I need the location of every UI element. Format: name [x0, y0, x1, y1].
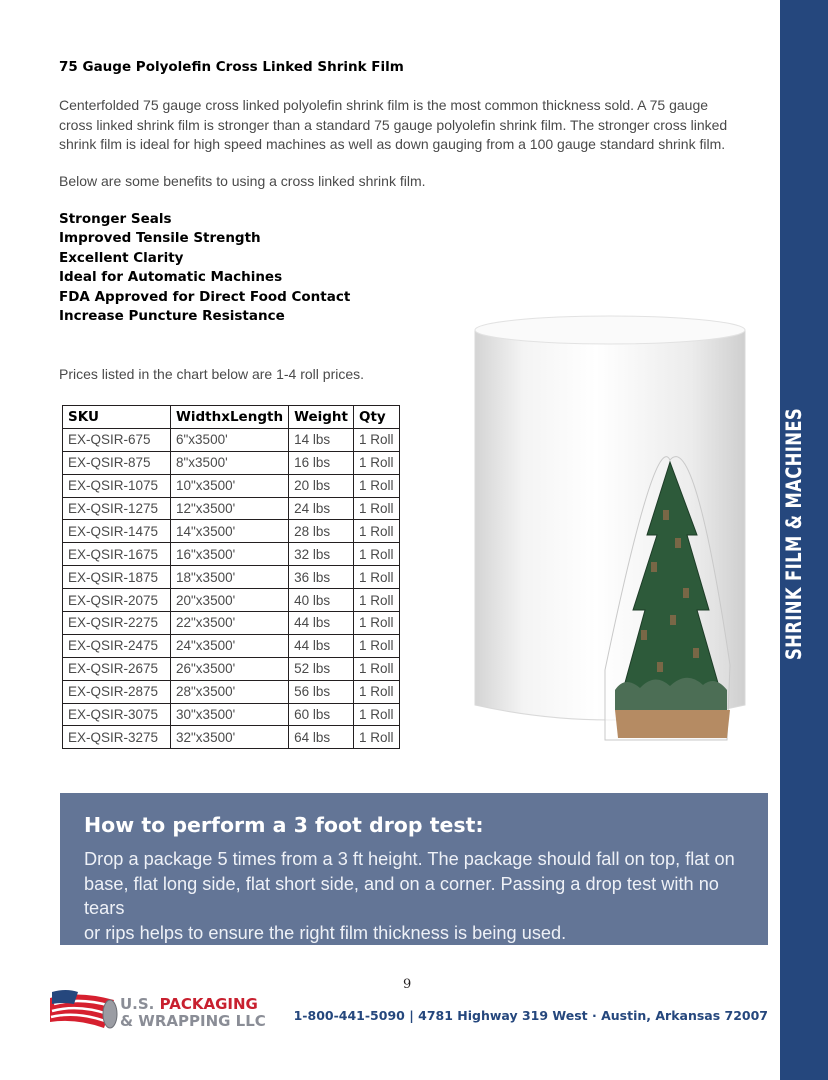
cell-weight: 44 lbs	[289, 612, 354, 635]
cell-qty: 1 Roll	[353, 451, 399, 474]
cell-weight: 40 lbs	[289, 589, 354, 612]
cell-sku: EX-QSIR-1475	[63, 520, 171, 543]
cell-weight: 44 lbs	[289, 634, 354, 657]
sku-table-body	[63, 428, 400, 748]
cell-width-length: 6"x3500'	[171, 428, 289, 451]
header-width-length: WidthxLength	[171, 406, 289, 429]
cell-width-length: 16"x3500'	[171, 543, 289, 566]
header-sku: SKU	[63, 406, 171, 429]
logo-wordmark-line1: U.S. PACKAGING	[120, 995, 258, 1013]
intro-line: cross linked shrink film is stronger than a standard 75 gauge polyolefin shrink film. The stronger cross linked	[59, 116, 728, 133]
logo-wordmark-line2: & WRAPPING LLC	[120, 1012, 266, 1030]
drop-test-title: How to perform a 3 foot drop test:	[84, 813, 484, 837]
table-row	[63, 566, 400, 589]
cell-width-length: 20"x3500'	[171, 589, 289, 612]
cell-weight: 64 lbs	[289, 726, 354, 749]
drop-test-text	[84, 847, 744, 945]
cell-qty: 1 Roll	[353, 634, 399, 657]
header-qty: Qty	[353, 406, 399, 429]
benefits-list	[59, 210, 350, 326]
table-row	[63, 543, 400, 566]
drop-test-panel	[60, 793, 768, 945]
cell-width-length: 8"x3500'	[171, 451, 289, 474]
table-row	[63, 497, 400, 520]
benefits-intro: Below are some benefits to using a cross linked shrink film.	[59, 173, 426, 189]
cell-width-length: 22"x3500'	[171, 612, 289, 635]
cell-sku: EX-QSIR-1675	[63, 543, 171, 566]
benefit-item: Ideal for Automatic Machines	[59, 269, 283, 286]
cell-sku: EX-QSIR-1875	[63, 566, 171, 589]
cell-weight: 20 lbs	[289, 474, 354, 497]
cell-weight: 16 lbs	[289, 451, 354, 474]
cell-qty: 1 Roll	[353, 612, 399, 635]
cell-sku: EX-QSIR-2275	[63, 612, 171, 635]
header-weight: Weight	[289, 406, 354, 429]
cell-width-length: 14"x3500'	[171, 520, 289, 543]
cell-width-length: 32"x3500'	[171, 726, 289, 749]
cell-sku: EX-QSIR-675	[63, 428, 171, 451]
table-row	[63, 520, 400, 543]
cell-sku: EX-QSIR-3075	[63, 703, 171, 726]
drop-test-line: Drop a package 5 times from a 3 ft height. The package should fall on top, flat on	[84, 849, 735, 869]
drop-test-line: or rips helps to ensure the right film thickness is being used.	[84, 922, 567, 943]
contact-info: 1-800-441-5090 | 4781 Highway 319 West · Austin, Arkansas 72007	[293, 1008, 768, 1023]
cell-weight: 14 lbs	[289, 428, 354, 451]
benefit-item: FDA Approved for Direct Food Contact	[59, 288, 351, 305]
cell-qty: 1 Roll	[353, 566, 399, 589]
table-row	[63, 474, 400, 497]
cell-weight: 24 lbs	[289, 497, 354, 520]
cell-weight: 36 lbs	[289, 566, 354, 589]
intro-paragraph	[59, 96, 759, 155]
cell-qty: 1 Roll	[353, 657, 399, 680]
cell-qty: 1 Roll	[353, 726, 399, 749]
table-row	[63, 451, 400, 474]
price-note: Prices listed in the chart below are 1-4 roll prices.	[59, 366, 365, 382]
cell-sku: EX-QSIR-875	[63, 451, 171, 474]
benefit-item: Excellent Clarity	[59, 249, 184, 266]
cell-qty: 1 Roll	[353, 474, 399, 497]
shrink-film-roll-image	[465, 310, 755, 750]
cell-width-length: 18"x3500'	[171, 566, 289, 589]
table-row	[63, 657, 400, 680]
cell-weight: 52 lbs	[289, 657, 354, 680]
cell-qty: 1 Roll	[353, 497, 399, 520]
cell-sku: EX-QSIR-2475	[63, 634, 171, 657]
sku-table	[62, 405, 400, 749]
page-number: 9	[403, 977, 412, 992]
table-row	[63, 703, 400, 726]
table-row	[63, 634, 400, 657]
benefit-item: Improved Tensile Strength	[59, 230, 261, 247]
cell-width-length: 30"x3500'	[171, 703, 289, 726]
cell-qty: 1 Roll	[353, 543, 399, 566]
cell-weight: 32 lbs	[289, 543, 354, 566]
cell-qty: 1 Roll	[353, 520, 399, 543]
cell-sku: EX-QSIR-3275	[63, 726, 171, 749]
intro-line: Centerfolded 75 gauge cross linked polyolefin shrink film is the most common thickness sold. A 75 gauge	[59, 97, 709, 113]
cell-sku: EX-QSIR-2075	[63, 589, 171, 612]
table-row	[63, 589, 400, 612]
cell-weight: 60 lbs	[289, 703, 354, 726]
benefit-item: Increase Puncture Resistance	[59, 307, 285, 324]
cell-weight: 56 lbs	[289, 680, 354, 703]
cell-sku: EX-QSIR-1275	[63, 497, 171, 520]
table-row	[63, 680, 400, 703]
cell-width-length: 26"x3500'	[171, 657, 289, 680]
table-row	[63, 612, 400, 635]
page-heading: 75 Gauge Polyolefin Cross Linked Shrink Film	[59, 59, 404, 75]
cell-sku: EX-QSIR-2875	[63, 680, 171, 703]
cell-qty: 1 Roll	[353, 703, 399, 726]
cell-width-length: 12"x3500'	[171, 497, 289, 520]
intro-line: shrink film is ideal for high speed machines as well as down gauging from a 100 gauge standard shrink film.	[59, 136, 726, 152]
drop-test-line: base, flat long side, flat short side, and on a corner. Passing a drop test with no tears	[84, 873, 719, 918]
cell-width-length: 24"x3500'	[171, 634, 289, 657]
cell-qty: 1 Roll	[353, 589, 399, 612]
benefit-item: Stronger Seals	[59, 211, 172, 227]
sidebar-section-label: SHRINK FILM & MACHINES	[782, 407, 806, 660]
cell-sku: EX-QSIR-1075	[63, 474, 171, 497]
cell-sku: EX-QSIR-2675	[63, 657, 171, 680]
table-header-row	[63, 406, 400, 429]
table-row	[63, 428, 400, 451]
cell-width-length: 28"x3500'	[171, 680, 289, 703]
cell-width-length: 10"x3500'	[171, 474, 289, 497]
cell-qty: 1 Roll	[353, 428, 399, 451]
cell-weight: 28 lbs	[289, 520, 354, 543]
table-row	[63, 726, 400, 749]
cell-qty: 1 Roll	[353, 680, 399, 703]
